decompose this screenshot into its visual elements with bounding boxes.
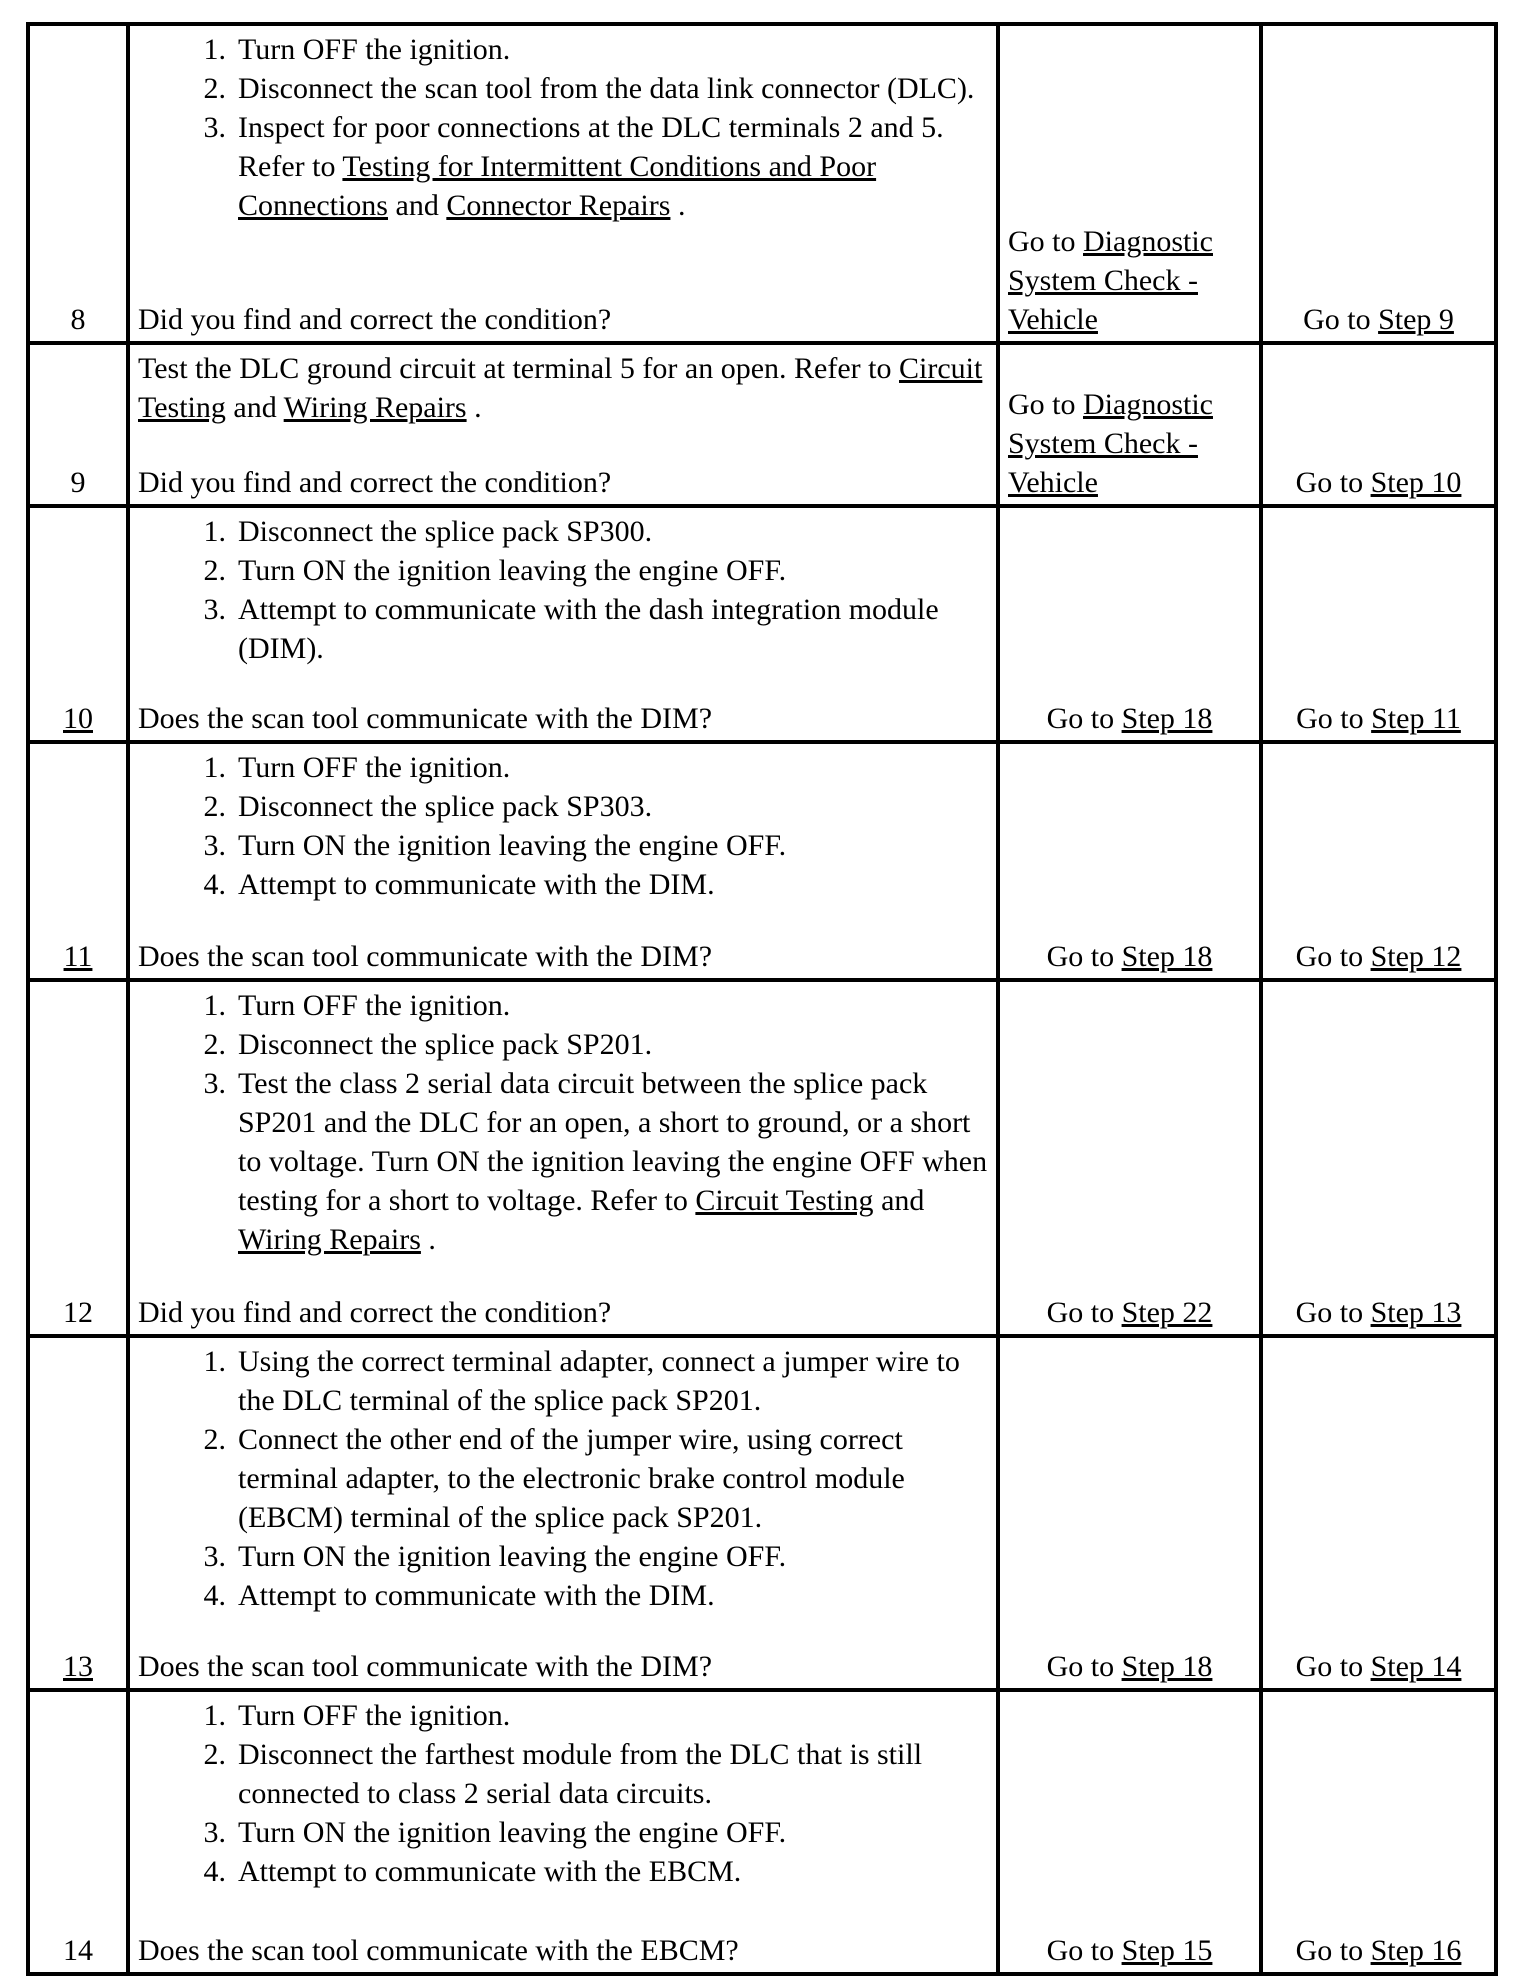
step-number: 13 [28, 1336, 128, 1690]
link-step[interactable]: Step 18 [1121, 702, 1213, 735]
action-cell [128, 506, 998, 742]
no-cell: Go to Step 9 [1261, 24, 1496, 343]
list-item: 2. Disconnect the farthest module from the DLC that is still connected to class 2 serial data circuits. [203, 1738, 923, 1810]
question: Does the scan tool communicate with the DIM? [138, 1650, 713, 1683]
link-connector-repairs[interactable]: Connector Repairs [446, 189, 671, 222]
no-cell: Go to Step 10 [1261, 343, 1496, 506]
link-testing-intermittent[interactable]: Testing for Intermittent Conditions and Poor Connections [238, 150, 877, 222]
table-row [28, 742, 1496, 980]
link-step[interactable]: Step 22 [1121, 1296, 1213, 1329]
table-row [28, 1336, 1496, 1690]
step-number: 9 [28, 343, 128, 506]
table-row [28, 343, 1496, 506]
list-item: 2. Disconnect the splice pack SP201. [203, 1028, 653, 1061]
list-item: 1. Turn OFF the ignition. [203, 989, 511, 1022]
link-step[interactable]: Step 18 [1121, 940, 1213, 973]
step-list [138, 1696, 988, 1891]
step-list [138, 30, 988, 225]
step-number: 8 [28, 24, 128, 343]
list-item: 4. Attempt to communicate with the DIM. [203, 868, 715, 901]
action-cell [128, 24, 998, 343]
link-step[interactable]: Step 16 [1370, 1934, 1462, 1967]
yes-cell: Go to Step 18 [998, 506, 1261, 742]
list-item: 3. Attempt to communicate with the dash integration module (DIM). [203, 593, 939, 665]
step-number: 11 [28, 742, 128, 980]
no-cell: Go to Step 16 [1261, 1690, 1496, 1974]
yes-cell: Go to Step 18 [998, 1336, 1261, 1690]
question: Does the scan tool communicate with the DIM? [138, 702, 713, 735]
no-cell: Go to Step 12 [1261, 742, 1496, 980]
step-list [138, 512, 988, 668]
step-list [138, 986, 988, 1259]
link-step[interactable]: Step 15 [1121, 1934, 1213, 1967]
list-item: 1. Turn OFF the ignition. [203, 33, 511, 66]
step-number: 14 [28, 1690, 128, 1974]
link-wiring-repairs[interactable]: Wiring Repairs [238, 1223, 421, 1256]
yes-cell: Go to Diagnostic System Check - Vehicle [998, 343, 1261, 506]
step-number: 12 [28, 980, 128, 1336]
diagnostic-table [26, 22, 1498, 1976]
link-step[interactable]: Step 14 [1370, 1650, 1462, 1683]
action-cell [128, 1336, 998, 1690]
link-step[interactable]: Step 12 [1370, 940, 1462, 973]
action-cell [128, 742, 998, 980]
question: Does the scan tool communicate with the EBCM? [138, 1934, 739, 1967]
list-item: 2. Disconnect the splice pack SP303. [203, 790, 653, 823]
question: Did you find and correct the condition? [138, 1296, 612, 1329]
table-row [28, 24, 1496, 343]
list-item: 4. Attempt to communicate with the DIM. [203, 1579, 715, 1612]
link-circuit-testing[interactable]: Circuit Testing [138, 352, 983, 424]
yes-cell: Go to Diagnostic System Check - Vehicle [998, 24, 1261, 343]
step-number: 10 [28, 506, 128, 742]
table-row [28, 980, 1496, 1336]
yes-cell: Go to Step 15 [998, 1690, 1261, 1974]
yes-cell: Go to Step 18 [998, 742, 1261, 980]
table-row [28, 506, 1496, 742]
link-diagnostic-system-check[interactable]: Diagnostic System Check - Vehicle [1008, 388, 1213, 499]
question: Did you find and correct the condition? [138, 303, 612, 336]
list-item: 2. Connect the other end of the jumper wire, using correct terminal adapter, to the electronic brake control module (EBCM) terminal of the splice pack SP201. [203, 1423, 905, 1534]
link-step[interactable]: Step 11 [1371, 702, 1461, 735]
question: Does the scan tool communicate with the DIM? [138, 940, 713, 973]
link-diagnostic-system-check[interactable]: Diagnostic System Check - Vehicle [1008, 225, 1213, 336]
list-item: 3. Turn ON the ignition leaving the engine OFF. [203, 1540, 787, 1573]
list-item: 3. Inspect for poor connections at the DLC terminals 2 and 5. Refer to Testing for Intermittent Conditions and Poor Connections and Connector Repairs . [203, 111, 944, 222]
list-item: 4. Attempt to communicate with the EBCM. [203, 1855, 742, 1888]
list-item: 2. Disconnect the scan tool from the data link connector (DLC). [203, 72, 975, 105]
list-item: 1. Turn OFF the ignition. [203, 751, 511, 784]
no-cell: Go to Step 13 [1261, 980, 1496, 1336]
list-item: 1. Turn OFF the ignition. [203, 1699, 511, 1732]
list-item: 1. Using the correct terminal adapter, connect a jumper wire to the DLC terminal of the splice pack SP201. [203, 1345, 960, 1417]
list-item: 1. Disconnect the splice pack SP300. [203, 515, 653, 548]
table-row [28, 1690, 1496, 1974]
step-list [138, 1342, 988, 1615]
yes-cell: Go to Step 22 [998, 980, 1261, 1336]
list-item: 3. Turn ON the ignition leaving the engine OFF. [203, 1816, 787, 1849]
step-list [138, 748, 988, 904]
link-circuit-testing[interactable]: Circuit Testing [695, 1184, 874, 1217]
link-step[interactable]: Step 13 [1370, 1296, 1462, 1329]
list-item: 2. Turn ON the ignition leaving the engine OFF. [203, 554, 787, 587]
link-step[interactable]: Step 10 [1370, 466, 1462, 499]
action-cell [128, 343, 998, 506]
link-step[interactable]: Step 9 [1378, 303, 1454, 336]
question: Did you find and correct the condition? [138, 466, 612, 499]
action-text: Test the DLC ground circuit at terminal 5 for an open. Refer to Circuit Testing and Wiring Repairs . [138, 352, 983, 424]
action-cell [128, 980, 998, 1336]
no-cell: Go to Step 14 [1261, 1336, 1496, 1690]
list-item: 3. Test the class 2 serial data circuit between the splice pack SP201 and the DLC for an open, a short to ground, or a short to voltage. Turn ON the ignition leaving the engine OFF when testing for a short to voltage. Refer to Circuit Testing and Wiring Repairs . [203, 1067, 988, 1256]
link-step[interactable]: Step 18 [1121, 1650, 1213, 1683]
link-wiring-repairs[interactable]: Wiring Repairs [283, 391, 467, 424]
action-cell [128, 1690, 998, 1974]
no-cell: Go to Step 11 [1261, 506, 1496, 742]
list-item: 3. Turn ON the ignition leaving the engine OFF. [203, 829, 787, 862]
